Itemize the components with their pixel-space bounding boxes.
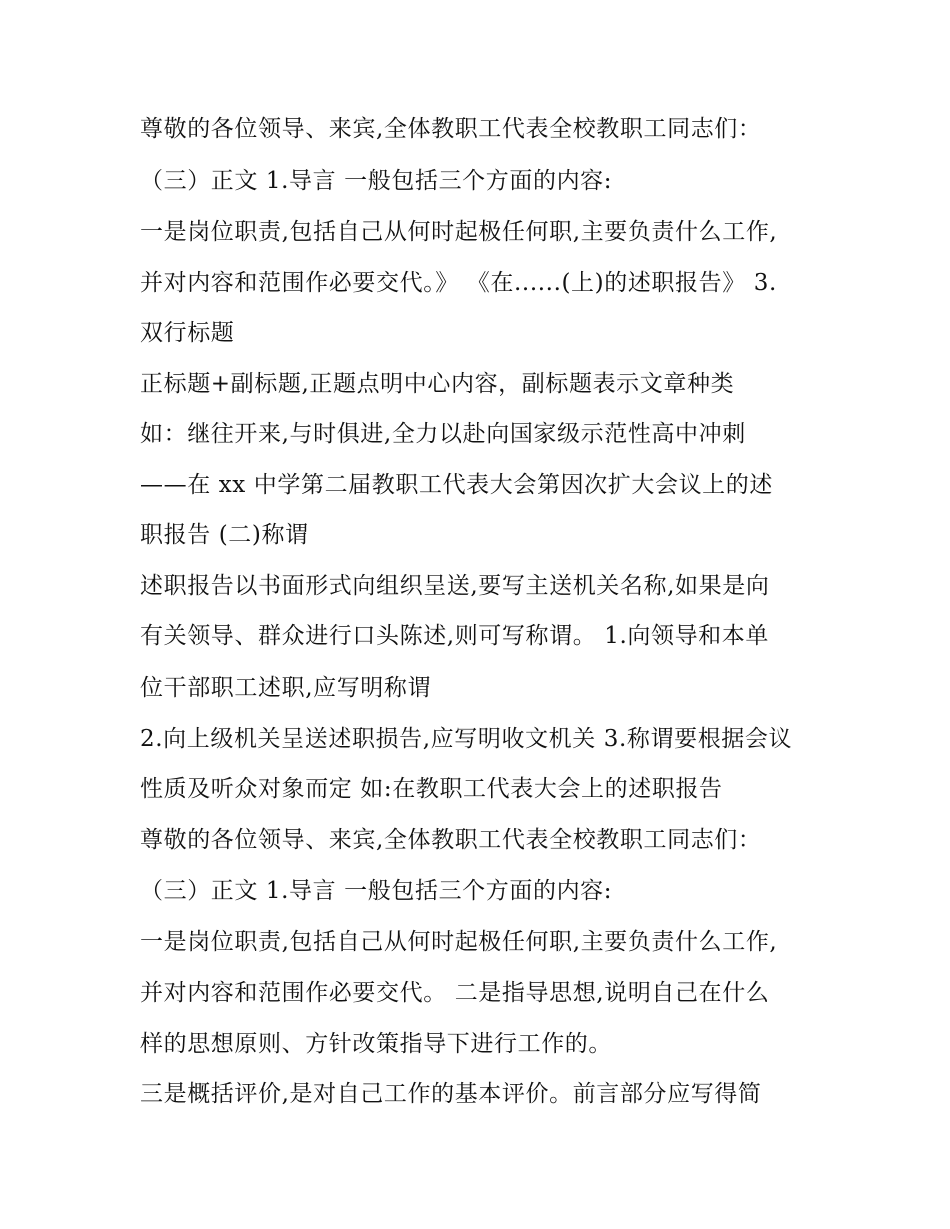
text-line: 述职报告以书面形式向组织呈送,要写主送机关名称,如果是向 (140, 573, 770, 599)
text-line: 如：继往开来,与时俱进,全力以赴向国家级示范性高中冲刺 (140, 421, 746, 447)
text-line: 性质及听众对象而定 如:在教职工代表大会上的述职报告 (140, 776, 723, 802)
text-line: 样的思想原则、方针改策指导下进行工作的。 (140, 1031, 612, 1057)
text-line: 位干部职工述职,应写明称谓 (140, 675, 432, 701)
text-line: 有关领导、群众进行口头陈述,则可写称谓。 1.向领导和本单 (140, 623, 769, 649)
text-line: 职报告 (二)称谓 (140, 522, 309, 548)
text-line: 尊敬的各位领导、来宾,全体教职工代表全校教职工同志们： (140, 116, 762, 142)
text-line: （三）正文 1.导言 一般包括三个方面的内容: (140, 168, 613, 194)
text-line: （三）正文 1.导言 一般包括三个方面的内容: (140, 878, 613, 904)
text-line: 一是岗位职责,包括自己从何时起极任何职,主要负责什么工作, (140, 929, 778, 955)
text-line: 三是概括评价,是对自己工作的基本评价。前言部分应写得简 (140, 1081, 762, 1107)
text-line: 2.向上级机关呈送述职损告,应写明收文机关 3.称谓要根据会议 (140, 726, 793, 752)
text-line: 并对内容和范围作必要交代。》 《在......(上)的述职报告》 3. (140, 270, 777, 296)
text-line: 双行标题 (140, 320, 235, 346)
text-line: ——在 xx 中学第二届教职工代表大会第因次扩大会议上的述 (140, 472, 773, 498)
text-line: 并对内容和范围作必要交代。 二是指导思想,说明自己在什么 (140, 980, 770, 1006)
text-line: 正标题+副标题,正题点明中心内容，副标题表示文章种类 (140, 371, 735, 397)
text-line: 尊敬的各位领导、来宾,全体教职工代表全校教职工同志们： (140, 827, 762, 853)
text-line: 一是岗位职责,包括自己从何时起极任何职,主要负责什么工作, (140, 219, 778, 245)
